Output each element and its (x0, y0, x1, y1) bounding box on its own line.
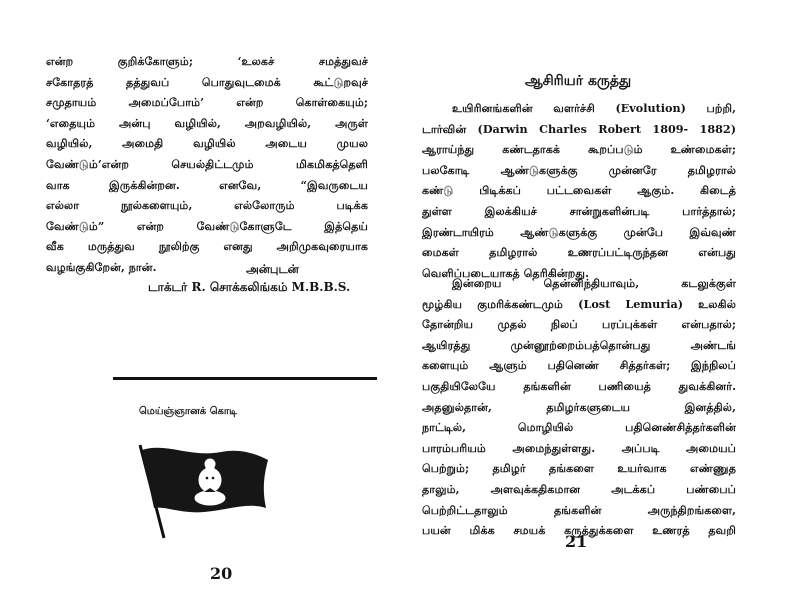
text-line: இரண்டாயிரம் ஆண்டுகளுக்கு முன்பே இவ்வுண் (422, 224, 736, 239)
text-line: நாட்டில், மொழியில் பதினெண்சித்தர்களின் (422, 420, 736, 435)
text-line: ஆராய்ந்து கண்டதாகக் கூறப்படும் உண்மைகள்; (422, 142, 736, 157)
text-line: வேண்டும்’என்ற செயல்திட்டமும் மிகமிகத்தெளி (46, 156, 368, 171)
text-line: ஆயிரத்து முன்னூற்றைம்பத்தொன்பது அண்டங் (422, 337, 736, 352)
text-line: பெற்றிட்டதாலும் தங்களின் அருந்திறங்களை, (422, 502, 736, 517)
page-title: ஆசிரியர் கருத்து (525, 73, 632, 89)
flag-caption: மெய்ஞ்ஞானக் கொடி (139, 406, 238, 417)
text-line: தோன்றிய முதல் நிலப் பரப்புக்கள் என்பதால்; (422, 317, 736, 332)
page-number: 21 (565, 532, 588, 551)
text-line: டார்வின் (Darwin Charles Robert 1809- 1882) (422, 121, 736, 136)
text-line: பலகோடி ஆண்டுகளுக்கு முன்னரே தமிழரால் (422, 162, 736, 177)
text-line-last: வழங்குகிறேன், நான். (46, 259, 157, 274)
text-line: வழியில், அமைதி வழியில் அடைய முயல (46, 136, 368, 151)
text-line: துள்ள இலக்கியச் சான்றுகளின்படி பார்த்தால்; (422, 203, 736, 218)
text-line: இன்றைய தென்னிந்தியாவும், கடலுக்குள் (452, 276, 736, 290)
page-number: 20 (210, 564, 233, 583)
section-divider (113, 377, 377, 380)
text-line: தாலும், அளவுக்கதிகமான அடக்கப் பண்பைப் (422, 481, 736, 496)
text-line: பகுதியிலேயே தங்களின் பணியைத் துவக்கினர். (422, 378, 736, 393)
signature-name: டாக்டர் R. சொக்கலிங்கம் M.B.B.S. (148, 280, 351, 294)
text-line-last: வெளிப்படையாகத் தெரிகின்றது. (422, 265, 589, 280)
text-line: வாக இருக்கின்றன. எனவே, “இவருடைய (46, 177, 368, 192)
text-line: மூழ்கிய குமரிக்கண்டமும் (Lost Lemuria) உலகில் (422, 296, 736, 311)
flag-icon (136, 440, 286, 540)
text-line: மைகள் தமிழரால் உணரப்பட்டிருந்தன என்பது (422, 245, 736, 260)
paragraph-2 (422, 273, 736, 541)
text-line: சகோதரத் தத்துவப் பொதுவுடமைக் கூட்டுறவுச் (46, 74, 368, 89)
text-line: கண்டு பிடிக்கப் பட்டவைகள் ஆகும். கிடைத் (422, 183, 736, 198)
text-line: பெற்றும்; தமிழர் தங்களை உயர்வாக எண்ணுத (422, 461, 736, 476)
right-page (400, 0, 800, 599)
text-line: பாரம்பரியம் அமைந்துள்ளது. அப்படி அமையப் (422, 440, 736, 455)
text-line: களையும் ஆளும் பதினெண் சித்தர்கள்; இந்நிலப் (422, 358, 736, 373)
signature-greeting: அன்புடன் (246, 262, 299, 276)
text-line: சமுதாயம் அமைப்போம்’ என்ற கொள்கையும்; (46, 95, 368, 110)
text-line: வேண்டும்” என்ற வேண்டுகோளுடே இத்தெய் (46, 218, 368, 233)
text-line: உயிரினங்களின் வளர்ச்சி (Evolution) பற்றி, (452, 101, 736, 115)
text-line: அதனுல்தான், தமிழர்களுடைய இனத்தில், (422, 399, 736, 414)
text-line: வீக மருத்துவ நூலிற்கு எனது அறிமுகவுரையாக (46, 239, 368, 254)
text-line: ‘எதையும் அன்பு வழியில், அறவழியில், அருள் (46, 115, 368, 130)
text-line: பயன் மிக்க சமயக் கருத்துக்களை உணரத் தவறி (422, 523, 736, 538)
left-body-text (46, 51, 368, 278)
paragraph-1 (422, 98, 736, 283)
text-line: என்ற குறிக்கோளும்; ‘உலகச் சமத்துவச் (46, 54, 368, 68)
text-line: எல்லா நூல்களையும், எல்லோரும் படிக்க (46, 198, 368, 213)
